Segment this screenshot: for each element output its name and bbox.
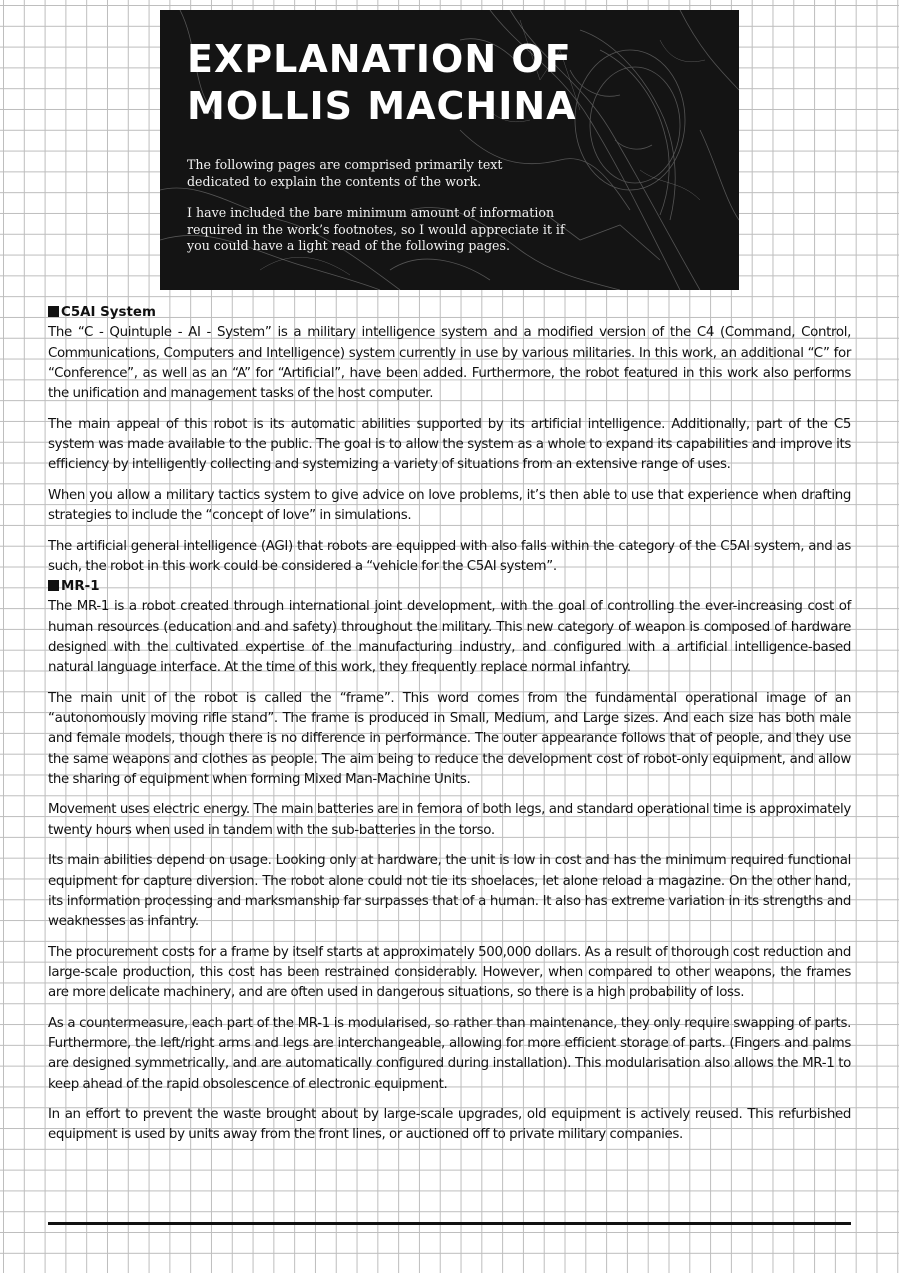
- body-paragraph: In an effort to prevent the waste brought about by large-scale upgrades, old equipment is actively reused. This refurbished equipment is used by units away from the front lines, or auctioned off to private military companies.: [48, 1107, 851, 1143]
- page-title: [187, 36, 577, 130]
- page-title-line-2: MOLLIS MACHINA: [187, 84, 577, 128]
- section-c5ai-system: [48, 303, 851, 577]
- body-paragraph: The MR-1 is a robot created through international joint development, with the goal of controlling the ever-increasing cost of human resources (education and and safety) throughout the military. This new category of weapon is composed of hardware designed with the cultivated expertise of the manufacturing industry, and configured with a artificial intelligence-based natural language interface. At the time of this work, they frequently replace normal infantry.: [48, 599, 851, 676]
- intro-paragraph-2: I have included the bare minimum amount of information required in the work’s footnotes, so I would appreciate it if you could have a light read of the following pages.: [187, 205, 565, 253]
- section-heading-text: MR-1: [61, 579, 100, 595]
- body-paragraph: The artificial general intelligence (AGI) that robots are equipped with also falls within the category of the C5AI system, and as such, the robot in this work could be considered a “vehicle for the C5AI system”.: [48, 538, 851, 574]
- explanation-content: [48, 303, 851, 1146]
- body-paragraph: Movement uses electric energy. The main batteries are in femora of both legs, and standard operational time is approximately twenty hours when used in tandem with the sub-batteries in the torso.: [48, 802, 851, 838]
- body-paragraph: As a countermeasure, each part of the MR-1 is modularised, so rather than maintenance, they only require swapping of parts. Furthermore, the left/right arms and legs are interchangeable, allowing for more efficient storage of parts. (Fingers and palms are designed symmetrically, and are automatically configured during installation). This modularisation also allows the MR-1 to keep ahead of the rapid obsolescence of electronic equipment.: [48, 1015, 851, 1092]
- body-paragraph: The procurement costs for a frame by itself starts at approximately 500,000 dollars. As a result of thorough cost reduction and large-scale production, this cost has been restrained considerably. However, when compared to other weapons, the frames are more delicate machinery, and are often used in dangerous situations, so there is a high probability of loss.: [48, 944, 851, 1001]
- section-mr-1: [48, 577, 851, 1146]
- title-banner: [160, 10, 739, 290]
- square-bullet-icon: [48, 580, 59, 591]
- section-heading: [48, 577, 851, 597]
- body-paragraph: The main appeal of this robot is its automatic abilities supported by its artificial intelligence. Additionally, part of the C5 system was made available to the public. The goal is to allow the system as a whole to expand its capabilities and improve its efficiency by intelligently collecting and systemizing a variety of situations from an extensive range of uses.: [48, 416, 851, 473]
- square-bullet-icon: [48, 306, 59, 317]
- intro-paragraph-1: The following pages are comprised primarily text dedicated to explain the contents of the work.: [187, 157, 503, 189]
- body-paragraph: Its main abilities depend on usage. Looking only at hardware, the unit is low in cost and has the minimum required functional equipment for capture diversion. The robot alone could not tie its shoelaces, let alone reload a magazine. On the other hand, its information processing and marksmanship far surpasses that of a human. It also has extreme variation in its strengths and weaknesses as infantry.: [48, 853, 851, 930]
- section-heading-text: C5AI System: [61, 305, 156, 320]
- body-paragraph: The main unit of the robot is called the “frame”. This word comes from the fundamental operational image of an “autonomously moving rifle stand”. The frame is produced in Small, Medium, and Large sizes. And each size has both male and female models, though there is no difference in performance. The outer appearance follows that of people, and they use the same weapons and clothes as people. The aim being to reduce the development cost of robot-only equipment, and allow the sharing of equipment when forming Mixed Man-Machine Units.: [48, 690, 851, 787]
- section-heading: [48, 303, 851, 323]
- body-paragraph: When you allow a military tactics system to give advice on love problems, it’s then able to use that experience when drafting strategies to include the “concept of love” in simulations.: [48, 487, 851, 524]
- intro-text: [187, 157, 567, 270]
- body-paragraph: The “C - Quintuple - AI - System” is a military intelligence system and a modified version of the C4 (Command, Control, Communications, Computers and Intelligence) system currently in use by various militaries. In this work, an additional “C” for “Conference”, as well as an “A” for “Artificial”, have been added. Furthermore, the robot featured in this work also performs the unification and management tasks of the host computer.: [48, 325, 851, 402]
- bottom-divider: [48, 1222, 851, 1225]
- page-title-line-1: EXPLANATION OF: [187, 37, 572, 81]
